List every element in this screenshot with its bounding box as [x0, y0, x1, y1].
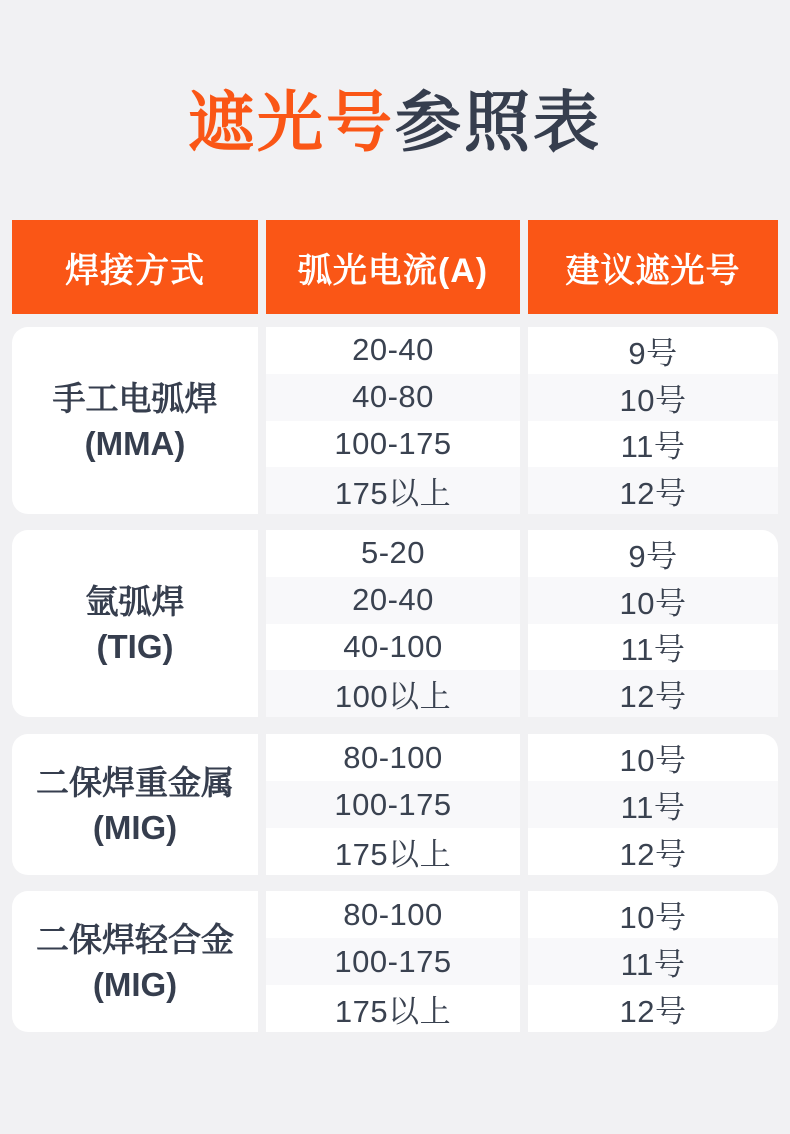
current-cell: 175以上 — [266, 467, 520, 514]
method-name: 二保焊重金属 — [36, 763, 234, 801]
current-cell: 20-40 — [352, 332, 434, 368]
group-card-tig — [12, 530, 778, 717]
current-cell: 40-80 — [266, 374, 520, 421]
current-cell: 100-175 — [334, 425, 452, 461]
current-cell: 175以上 — [334, 837, 452, 872]
title-rest: 参照表 — [395, 85, 602, 159]
current-cell: 100-175 — [266, 938, 520, 985]
current-column — [266, 891, 520, 1032]
shade-cell: 12号 — [528, 670, 778, 717]
method-cell — [12, 891, 258, 1032]
current-cell: 5-20 — [360, 535, 426, 571]
method-name: 手工电弧焊 — [52, 379, 218, 417]
group-card-mig-light — [12, 891, 778, 1032]
shade-cell: 9号 — [628, 538, 678, 574]
shade-cell: 11号 — [620, 632, 686, 668]
current-cell: 80-100 — [343, 739, 443, 775]
current-column — [266, 734, 520, 875]
group-card-mma — [12, 327, 778, 514]
shade-cell: 12号 — [619, 837, 687, 872]
current-cell: 40-100 — [343, 628, 443, 664]
header-cell-recommended-shade: 建议遮光号 — [528, 220, 778, 314]
shade-cell: 12号 — [619, 994, 687, 1029]
method-cell — [12, 734, 258, 875]
title-highlight: 遮光号 — [188, 85, 395, 159]
shade-reference-table — [12, 220, 778, 1032]
shade-column — [528, 891, 778, 1032]
current-column — [266, 327, 520, 514]
method-abbr: (MMA) — [84, 424, 186, 462]
method-cell — [12, 530, 258, 717]
header-cell-welding-method: 焊接方式 — [12, 220, 258, 314]
shade-column — [528, 327, 778, 514]
method-abbr: (TIG) — [96, 627, 174, 665]
current-cell: 80-100 — [343, 896, 443, 932]
shade-cell: 10号 — [528, 577, 778, 624]
shade-column — [528, 734, 778, 875]
header-cell-arc-current: 弧光电流(A) — [266, 220, 520, 314]
table-header-row — [12, 220, 778, 314]
shade-cell: 10号 — [619, 900, 687, 935]
shade-cell: 11号 — [528, 781, 778, 828]
shade-cell: 11号 — [528, 938, 778, 985]
shade-cell: 10号 — [528, 374, 778, 421]
current-cell: 100-175 — [266, 781, 520, 828]
current-column — [266, 530, 520, 717]
method-name: 二保焊轻合金 — [36, 920, 234, 958]
shade-cell: 11号 — [620, 429, 686, 465]
method-abbr: (MIG) — [92, 965, 178, 1003]
method-abbr: (MIG) — [92, 808, 178, 846]
group-card-mig-heavy — [12, 734, 778, 875]
current-cell: 100以上 — [266, 670, 520, 717]
shade-cell: 10号 — [619, 743, 687, 778]
shade-cell: 12号 — [528, 467, 778, 514]
shade-column — [528, 530, 778, 717]
page-title — [0, 0, 790, 164]
method-name: 氩弧焊 — [85, 582, 185, 620]
method-cell — [12, 327, 258, 514]
shade-cell: 9号 — [628, 335, 678, 371]
current-cell: 20-40 — [266, 577, 520, 624]
current-cell: 175以上 — [334, 994, 452, 1029]
